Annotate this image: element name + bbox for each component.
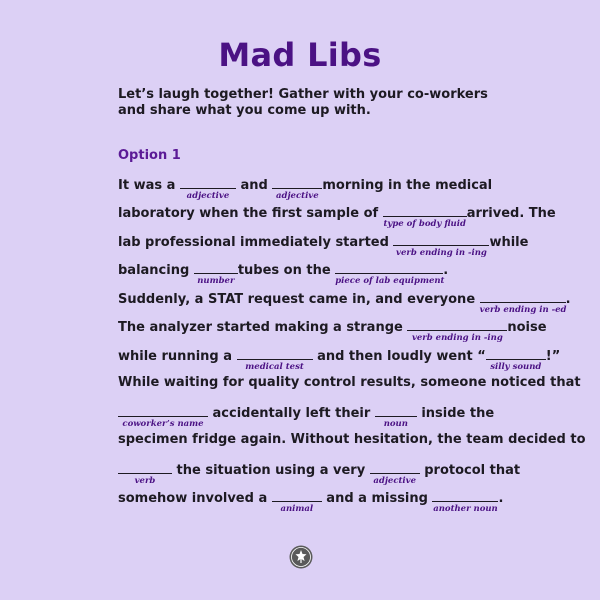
blank-field[interactable] [383,204,467,229]
story-text: inside the [421,406,495,421]
blank-field[interactable] [432,489,498,514]
blank-hint: type of body fluid [383,219,466,229]
story-line [118,461,521,486]
story-text: noise [507,320,547,335]
blank-field[interactable] [393,233,489,258]
story-line [118,404,495,429]
story-text: lab professional immediately started [118,235,389,250]
blank-hint: verb [134,476,156,486]
story-text: While waiting for quality control results, someone noticed that [118,375,581,390]
story-text: tubes on the [237,263,331,278]
blank-field[interactable] [370,461,420,486]
story-line [118,489,504,514]
story-text: Suddenly, a STAT request came in, and everyone [118,292,476,307]
story-line [118,375,581,390]
blank-hint: adjective [276,191,319,201]
story-text: balancing [118,263,190,278]
story-line [118,347,561,372]
blank-hint: coworker’s name [122,419,204,429]
story-text: . [565,292,571,307]
blank-field[interactable] [479,290,567,315]
story-line [118,204,556,229]
blank-field[interactable] [375,404,417,429]
story-line [118,176,493,201]
blank-hint: noun [383,419,408,429]
story-text: . [443,263,449,278]
blank-hint: adjective [186,191,230,201]
story-text: !” [545,349,561,364]
story-text: The analyzer started making a strange [118,320,403,335]
blank-hint: animal [280,504,314,514]
emblem-logo-icon [289,545,313,569]
blank-field[interactable] [335,261,445,286]
story-text: while running a [118,349,233,364]
story-text: somehow involved a [118,491,268,506]
intro-text: Let’s laugh together! Gather with your co-workers and share what you come up with. [118,87,488,118]
story-text: the situation using a very [176,463,366,478]
page-title: Mad Libs [218,36,382,74]
story-text: . [498,491,504,506]
blank-field[interactable] [272,176,322,201]
story-text: laboratory when the first sample of [118,206,379,221]
blank-hint: number [197,276,235,286]
story-line [118,233,529,258]
story-text: and a missing [326,491,428,506]
story-text: arrived. The [466,206,556,221]
story-text: and then loudly went “ [317,349,486,364]
story-text: and [240,178,268,193]
story-line [118,290,571,315]
story-text: protocol that [424,463,521,478]
story-line [118,261,449,286]
story-line [118,432,586,447]
option-heading: Option 1 [118,148,181,163]
story-text: accidentally left their [212,406,371,421]
story-text: morning in the medical [322,178,493,193]
story-text: It was a [118,178,176,193]
blank-hint: verb ending in -ing [396,248,487,258]
blank-hint: silly sound [490,362,542,372]
blank-hint: another noun [433,504,498,514]
blank-hint: piece of lab equipment [335,276,445,286]
blank-field[interactable] [194,261,238,286]
blank-hint: verb ending in -ing [411,333,503,343]
blank-field[interactable] [407,318,507,343]
blank-hint: adjective [373,476,417,486]
story-line [118,318,547,343]
story-text: specimen fridge again. Without hesitation, the team decided to [118,432,586,447]
blank-field[interactable] [486,347,546,372]
blank-field[interactable] [237,347,313,372]
blank-field[interactable] [272,489,322,514]
blank-field[interactable] [180,176,236,201]
blank-field[interactable] [118,461,172,486]
blank-hint: medical test [245,362,304,372]
story-text: while [489,235,529,250]
blank-field[interactable] [118,404,208,429]
blank-hint: verb ending in -ed [479,305,567,315]
